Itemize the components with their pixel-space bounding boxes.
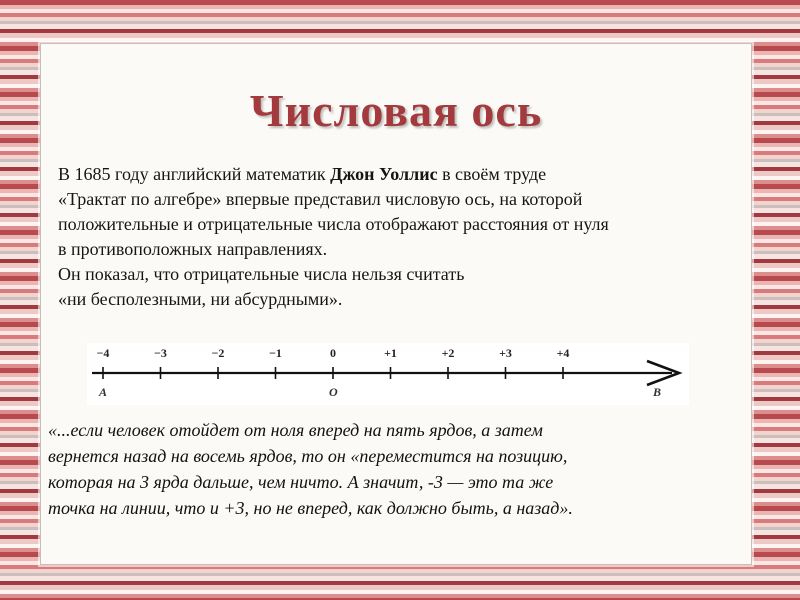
point-b-label: B [653, 385, 662, 399]
tick-label: −1 [269, 346, 282, 360]
origin-label: O [329, 385, 338, 399]
number-line-svg [87, 343, 689, 405]
number-line-figure [87, 343, 689, 405]
slide [40, 43, 752, 565]
quote-line: «...если человек отойдет от ноля вперед на пять ярдов, а затем [48, 420, 543, 440]
paragraph-text: в своём труде [437, 164, 547, 184]
paragraph-line: положительные и отрицательные числа отображают расстояния от нуля [58, 214, 609, 234]
slide-title: Числовая ось [249, 85, 543, 136]
tick-label: +3 [499, 346, 512, 360]
paragraph-line: «Трактат по алгебре» впервые представил числовую ось, на которой [58, 189, 583, 209]
quote-line: вернется назад на восемь ярдов, то он «переместится на позицию, [48, 446, 568, 466]
paragraph-line: «ни бесполезными, ни абсурдными». [58, 289, 343, 309]
tick-label: −2 [211, 346, 225, 360]
wallis-quote [48, 417, 748, 521]
tick-label: −4 [96, 346, 110, 360]
point-a-label: A [99, 385, 108, 399]
tick-label: +4 [556, 346, 570, 360]
intro-paragraph [58, 162, 743, 312]
paragraph-line: в противоположных направлениях. [58, 239, 328, 259]
paragraph-line: Он показал, что отрицательные числа нельзя считать [58, 264, 465, 284]
tick-label: +1 [384, 346, 397, 360]
tick-label: +2 [441, 346, 455, 360]
author-name: Джон Уоллис [330, 164, 438, 184]
paragraph-text: В 1685 году английский математик [58, 164, 331, 184]
paragraph-line [58, 162, 743, 187]
quote-line: которая на 3 ярда дальше, чем ничто. А значит, -3 — это та же [48, 472, 554, 492]
tick-label: −3 [154, 346, 167, 360]
tick-label: 0 [330, 346, 336, 360]
quote-line: точка на линии, что и +3, но не вперед, как должно быть, а назад». [48, 498, 573, 518]
